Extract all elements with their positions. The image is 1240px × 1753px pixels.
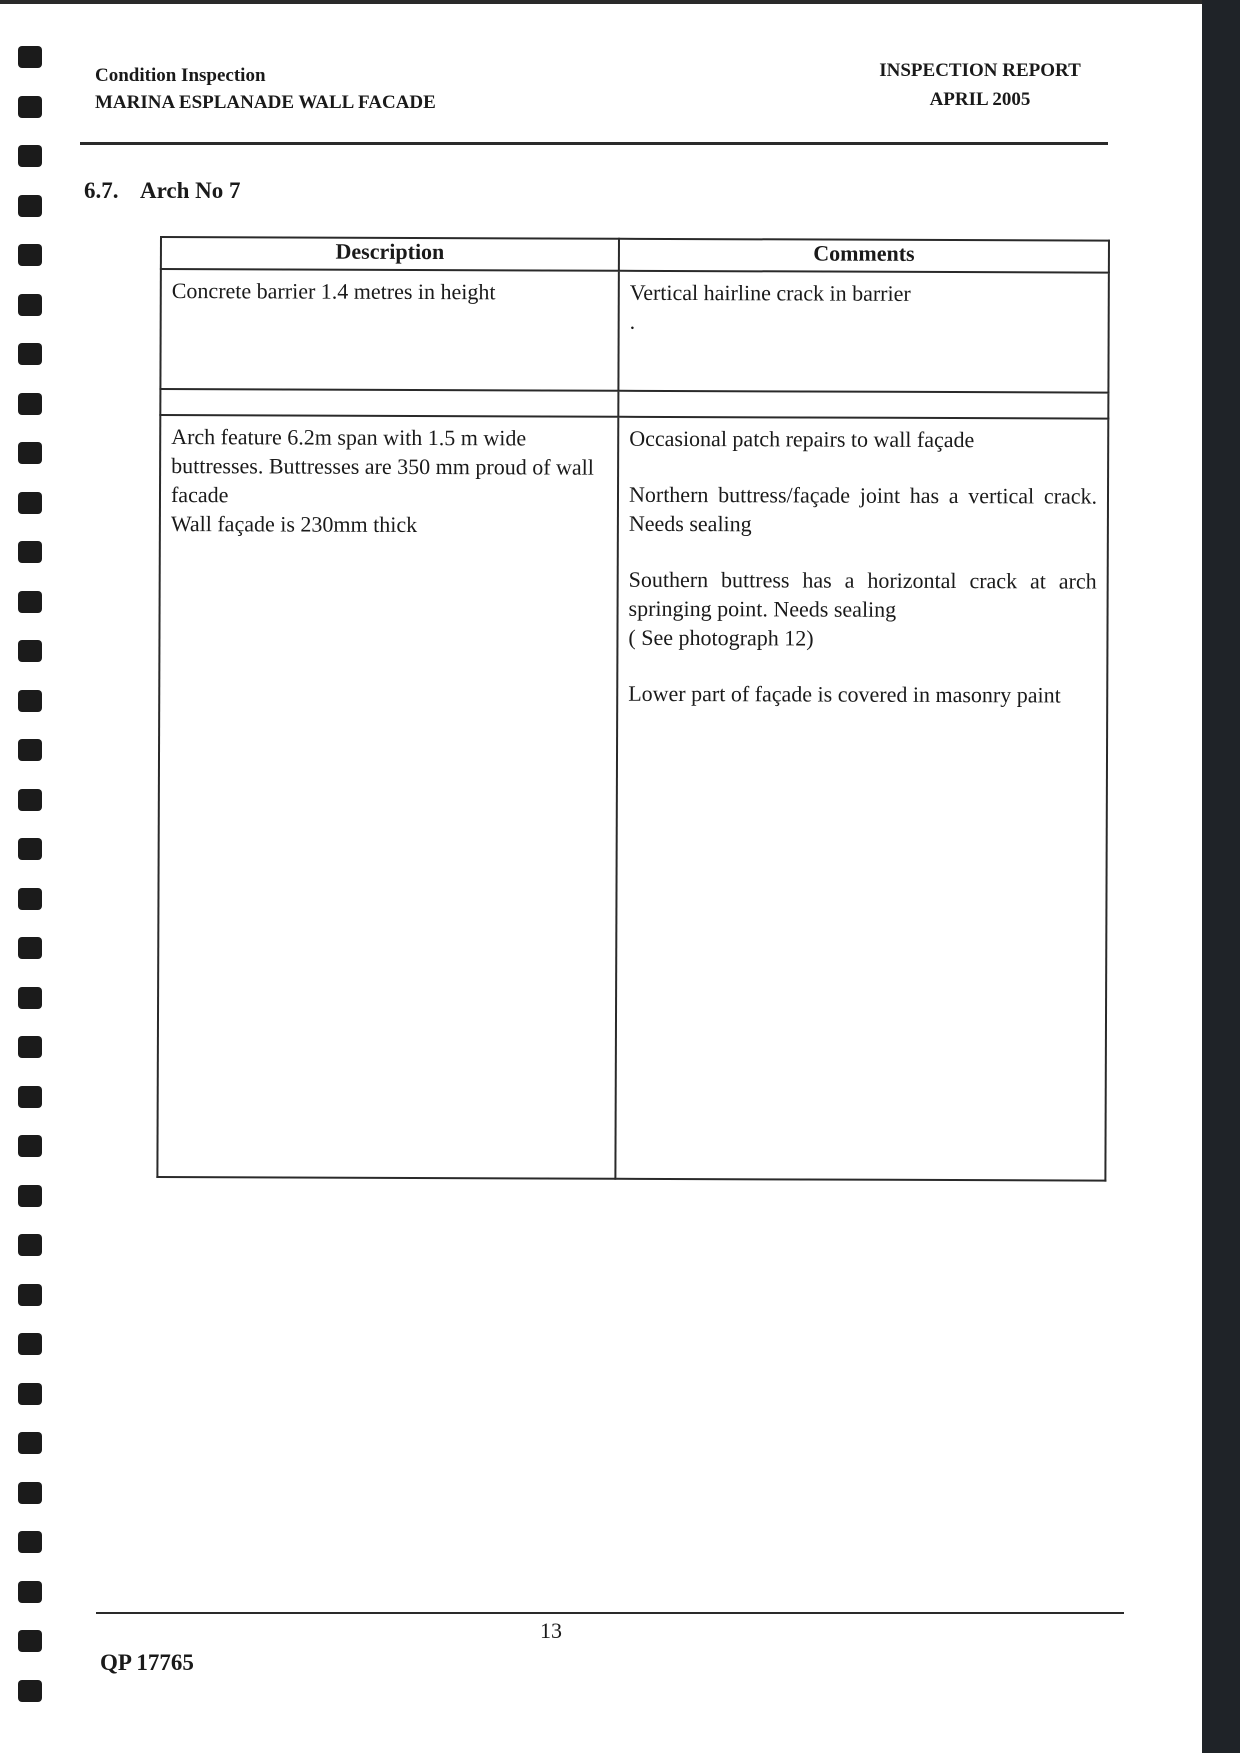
table-row — [160, 269, 1108, 393]
scan-top-edge — [0, 0, 1240, 4]
table-row — [157, 415, 1108, 1181]
comments-cell — [618, 271, 1108, 393]
header-report-date: APRIL 2005 — [929, 89, 1031, 110]
header-report-type: INSPECTION REPORT — [879, 60, 1081, 81]
header-left — [95, 62, 436, 116]
binding-hole — [18, 442, 42, 464]
binding-hole — [18, 1333, 42, 1355]
page-number: 13 — [540, 1618, 562, 1643]
description-cell — [160, 269, 618, 391]
comment-text: Vertical hairline crack in barrier — [629, 279, 911, 306]
binding-hole — [18, 789, 42, 811]
section-heading — [84, 178, 241, 204]
description-cell — [160, 389, 618, 417]
header-right — [860, 56, 1100, 114]
binding-hole — [18, 1036, 42, 1058]
inspection-table — [156, 236, 1110, 1182]
comment-paragraph — [628, 679, 1096, 710]
comment-paragraph — [629, 480, 1097, 540]
binding-hole — [18, 640, 42, 662]
header-rule — [80, 142, 1108, 145]
comments-cell — [615, 417, 1108, 1181]
comment-text: Occasional patch repairs to wall façade — [629, 425, 975, 453]
binding-hole — [18, 244, 42, 266]
comment-text: ( See photograph 12) — [628, 624, 814, 651]
column-header-description: Description — [161, 237, 619, 271]
binding-hole — [18, 739, 42, 761]
binding-hole — [18, 195, 42, 217]
binding-hole — [18, 492, 42, 514]
description-text: Concrete barrier 1.4 metres in height — [171, 278, 496, 305]
binding-hole — [18, 1383, 42, 1405]
binding-hole — [18, 46, 42, 68]
binding-hole — [18, 1630, 42, 1652]
column-header-comments: Comments — [619, 239, 1109, 273]
description-cell — [157, 415, 618, 1179]
binding-hole — [18, 838, 42, 860]
comment-paragraph — [628, 565, 1096, 654]
binding-hole — [18, 1284, 42, 1306]
binding-hole — [18, 1680, 42, 1702]
comment-text: Northern buttress/façade joint has a vertical crack. Needs sealing — [628, 481, 1098, 537]
section-number: 6.7. — [84, 178, 119, 203]
binding-hole — [18, 1432, 42, 1454]
document-reference: QP 17765 — [100, 1650, 194, 1675]
binding-hole — [18, 1234, 42, 1256]
binding-hole — [18, 343, 42, 365]
footer-rule — [96, 1612, 1124, 1614]
binding-hole — [18, 1086, 42, 1108]
binding-hole — [18, 1135, 42, 1157]
binding-hole — [18, 145, 42, 167]
comment-text: Southern buttress has a horizontal crack at arch springing point. Needs sealing — [628, 566, 1097, 622]
binding-hole — [18, 1482, 42, 1504]
binding-hole — [18, 541, 42, 563]
comment-paragraph — [629, 424, 1097, 455]
binding-hole — [18, 690, 42, 712]
binding-hole — [18, 888, 42, 910]
binding-hole — [18, 1581, 42, 1603]
binding-hole — [18, 96, 42, 118]
binding-hole — [18, 294, 42, 316]
binding-hole — [18, 937, 42, 959]
binding-hole — [18, 591, 42, 613]
binding-hole — [18, 1531, 42, 1553]
binding-holes — [18, 0, 44, 1753]
comment-text: . — [629, 308, 636, 334]
binding-hole — [18, 393, 42, 415]
description-text: Arch feature 6.2m span with 1.5 m wide buttresses. Buttresses are 350 mm proud of wall facade — [170, 424, 594, 508]
comments-cell — [618, 391, 1108, 419]
binding-hole — [18, 987, 42, 1009]
table-row-empty — [160, 389, 1108, 419]
comment-text: Lower part of façade is covered in masonry paint — [628, 680, 1061, 708]
header-project-title: MARINA ESPLANADE WALL FACADE — [95, 92, 436, 113]
description-text: Wall façade is 230mm thick — [170, 511, 418, 537]
table-header-row — [161, 237, 1109, 273]
section-title: Arch No 7 — [140, 178, 241, 203]
binding-hole — [18, 1185, 42, 1207]
header-subtitle: Condition Inspection — [95, 65, 266, 86]
scan-right-edge — [1202, 0, 1240, 1753]
